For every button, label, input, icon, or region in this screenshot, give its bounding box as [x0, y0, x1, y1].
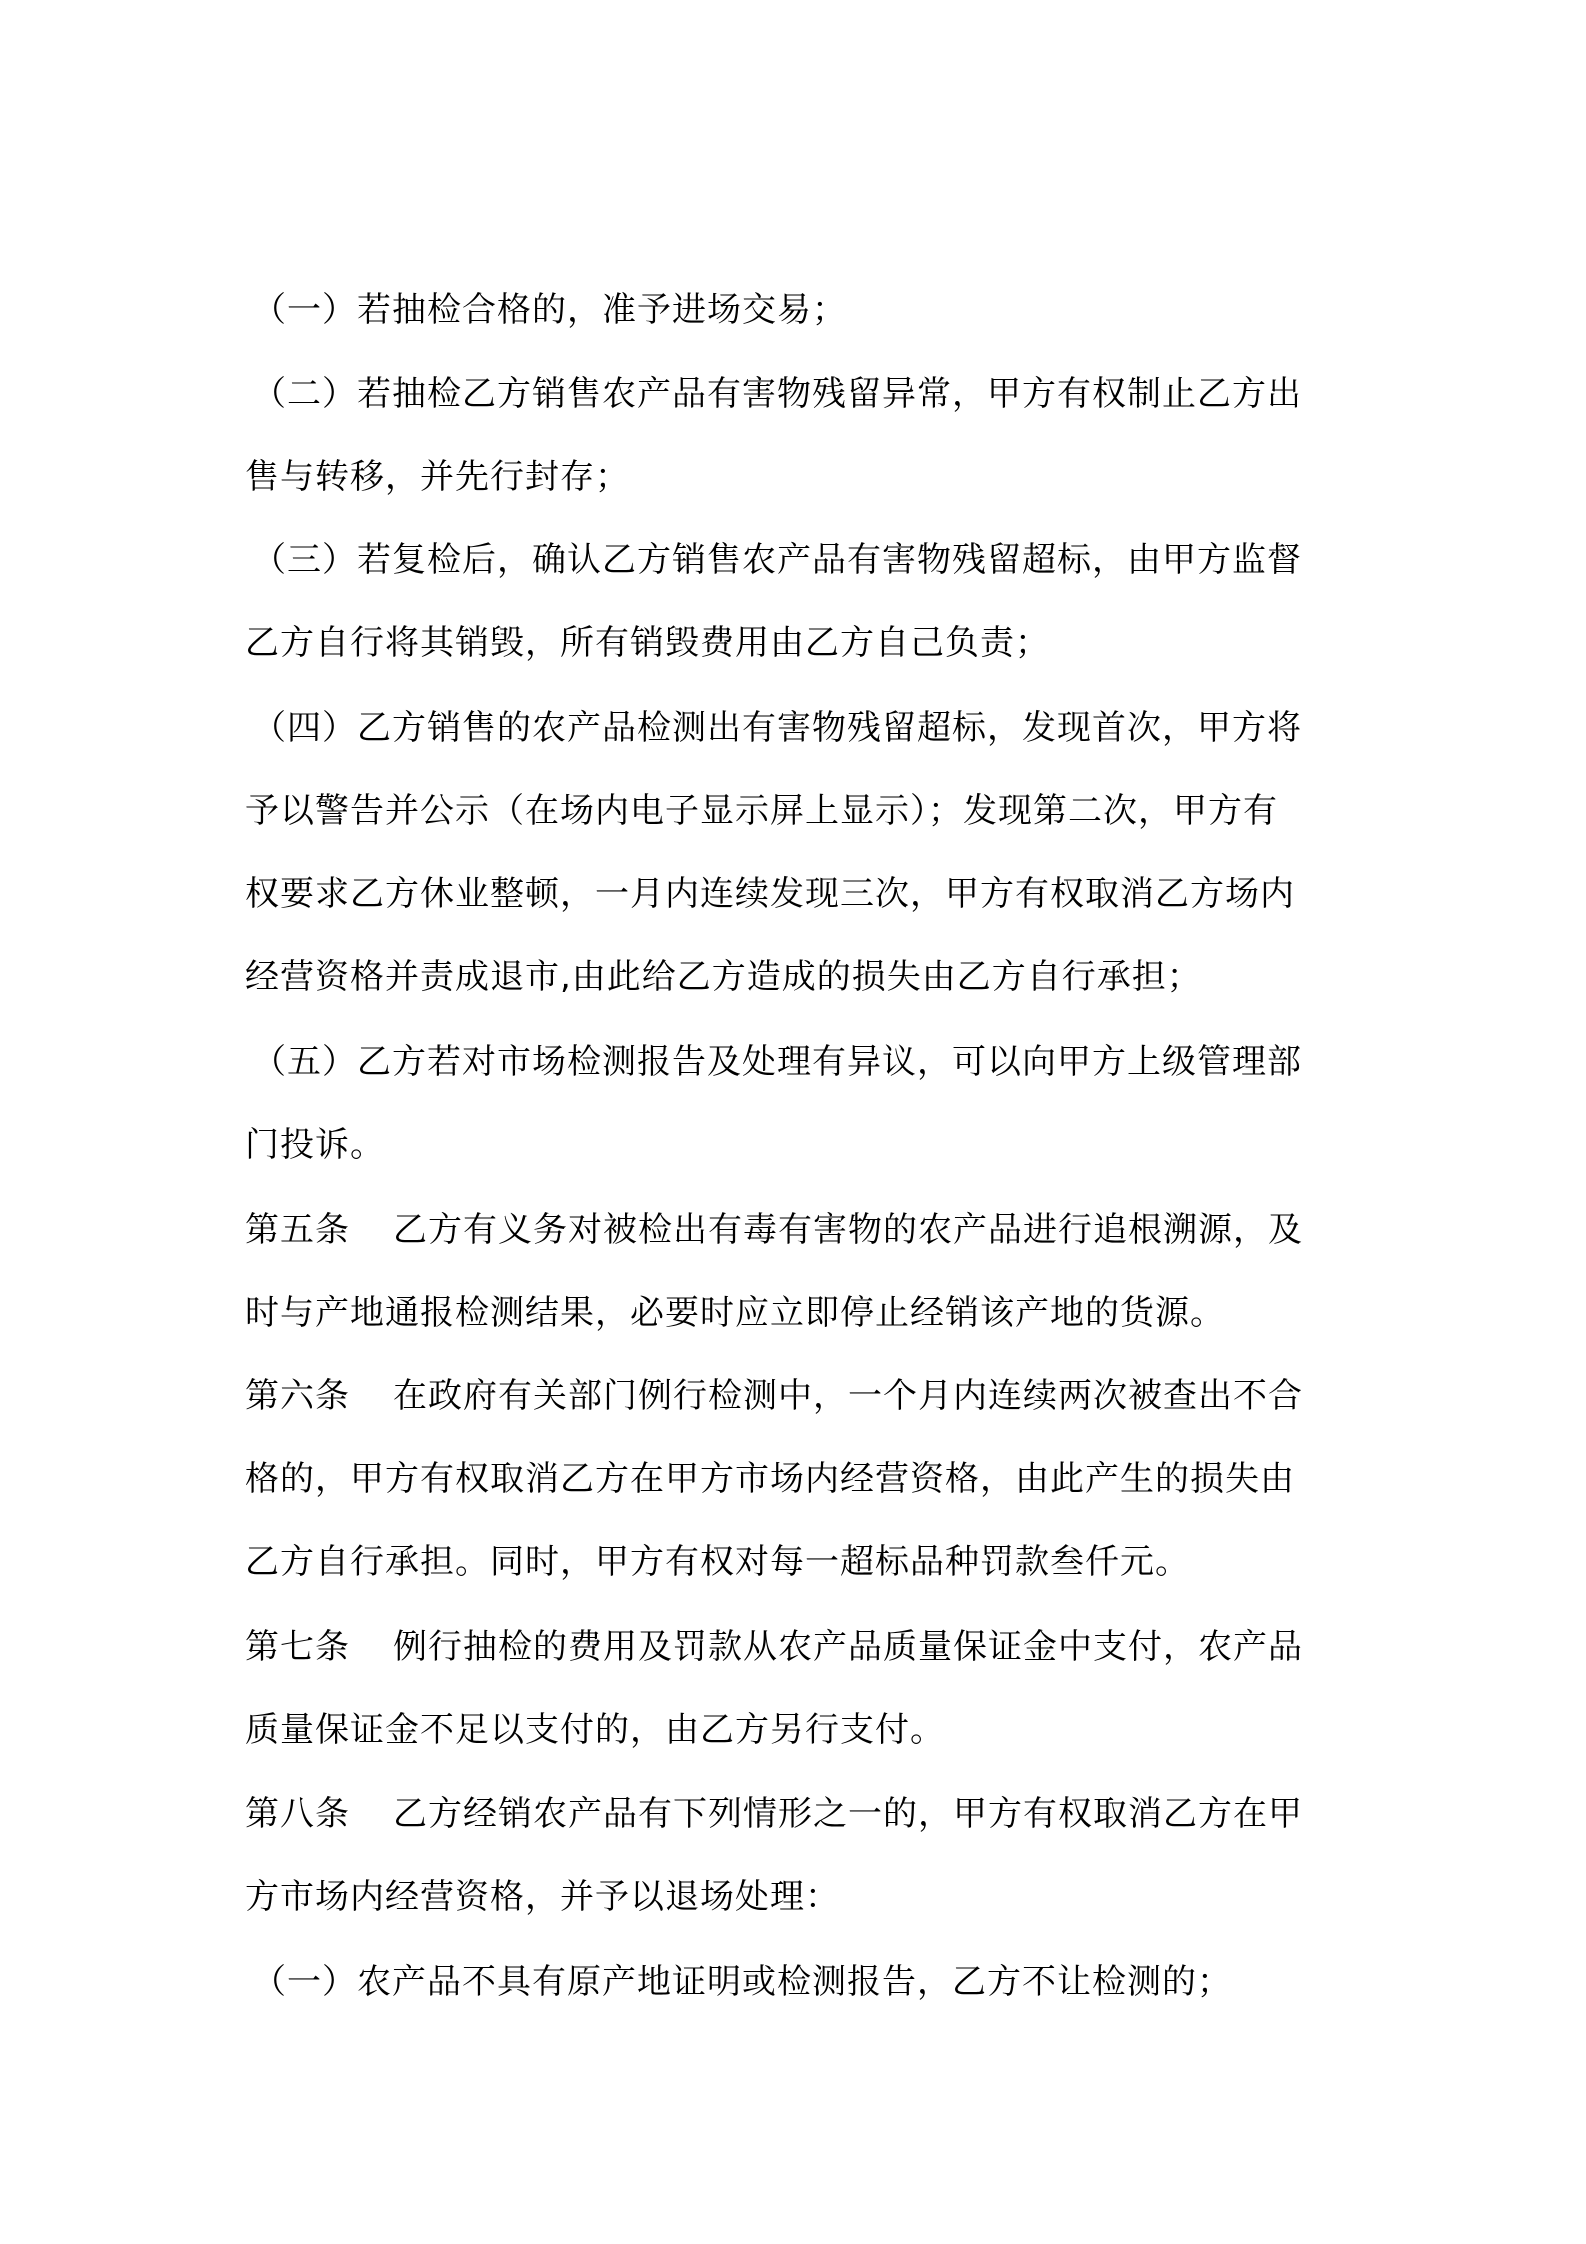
article-5-label: 第五条 [245, 1210, 350, 1250]
article-6-text: 在政府有关部门例行检测中，一个月内连续两次被查出不合 [393, 1376, 1303, 1416]
clause-5-line-1: （五）乙方若对市场检测报告及处理有异议，可以向甲方上级管理部 [252, 1042, 1302, 1082]
article-8-label: 第八条 [245, 1794, 350, 1834]
article-5-text: 乙方有义务对被检出有毒有害物的农产品进行追根溯源，及 [393, 1210, 1303, 1250]
article-5-line-2: 时与产地通报检测结果，必要时应立即停止经销该产地的货源。 [245, 1293, 1225, 1333]
article-7-text: 例行抽检的费用及罚款从农产品质量保证金中支付，农产品 [393, 1627, 1303, 1667]
clause-4-line-4: 经营资格并责成退市,由此给乙方造成的损失由乙方自行承担； [245, 957, 1202, 997]
clause-2-line-2: 售与转移，并先行封存； [245, 457, 630, 497]
clause-4-line-2: 予以警告并公示（在场内电子显示屏上显示）；发现第二次，甲方有 [245, 791, 1278, 831]
clause-5-line-2: 门投诉。 [245, 1125, 385, 1165]
clause-2-line-1: （二）若抽检乙方销售农产品有害物残留异常，甲方有权制止乙方出 [252, 374, 1302, 414]
article-8-text: 乙方经销农产品有下列情形之一的，甲方有权取消乙方在甲 [393, 1794, 1303, 1834]
article-6-label: 第六条 [245, 1376, 350, 1416]
article-8-clause-1-line: （一）农产品不具有原产地证明或检测报告，乙方不让检测的； [252, 1962, 1232, 2002]
article-7-line-1 [245, 1625, 1303, 1669]
article-8-line-2: 方市场内经营资格，并予以退场处理： [245, 1877, 840, 1917]
clause-4-line-1: （四）乙方销售的农产品检测出有害物残留超标，发现首次，甲方将 [252, 708, 1302, 748]
clause-4-line-3: 权要求乙方休业整顿，一月内连续发现三次，甲方有权取消乙方场内 [245, 874, 1295, 914]
article-6-line-1 [245, 1374, 1303, 1418]
article-6-line-2: 格的，甲方有权取消乙方在甲方市场内经营资格，由此产生的损失由 [245, 1459, 1295, 1499]
article-8-line-1 [245, 1792, 1303, 1836]
clause-1-line: （一）若抽检合格的，准予进场交易； [252, 290, 847, 330]
article-5-line-1 [245, 1208, 1303, 1252]
article-7-line-2: 质量保证金不足以支付的，由乙方另行支付。 [245, 1710, 945, 1750]
article-7-label: 第七条 [245, 1627, 350, 1667]
article-6-line-3: 乙方自行承担。同时，甲方有权对每一超标品种罚款叁仟元。 [245, 1542, 1190, 1582]
clause-3-line-1: （三）若复检后，确认乙方销售农产品有害物残留超标，由甲方监督 [252, 540, 1302, 580]
clause-3-line-2: 乙方自行将其销毁，所有销毁费用由乙方自己负责； [245, 623, 1050, 663]
